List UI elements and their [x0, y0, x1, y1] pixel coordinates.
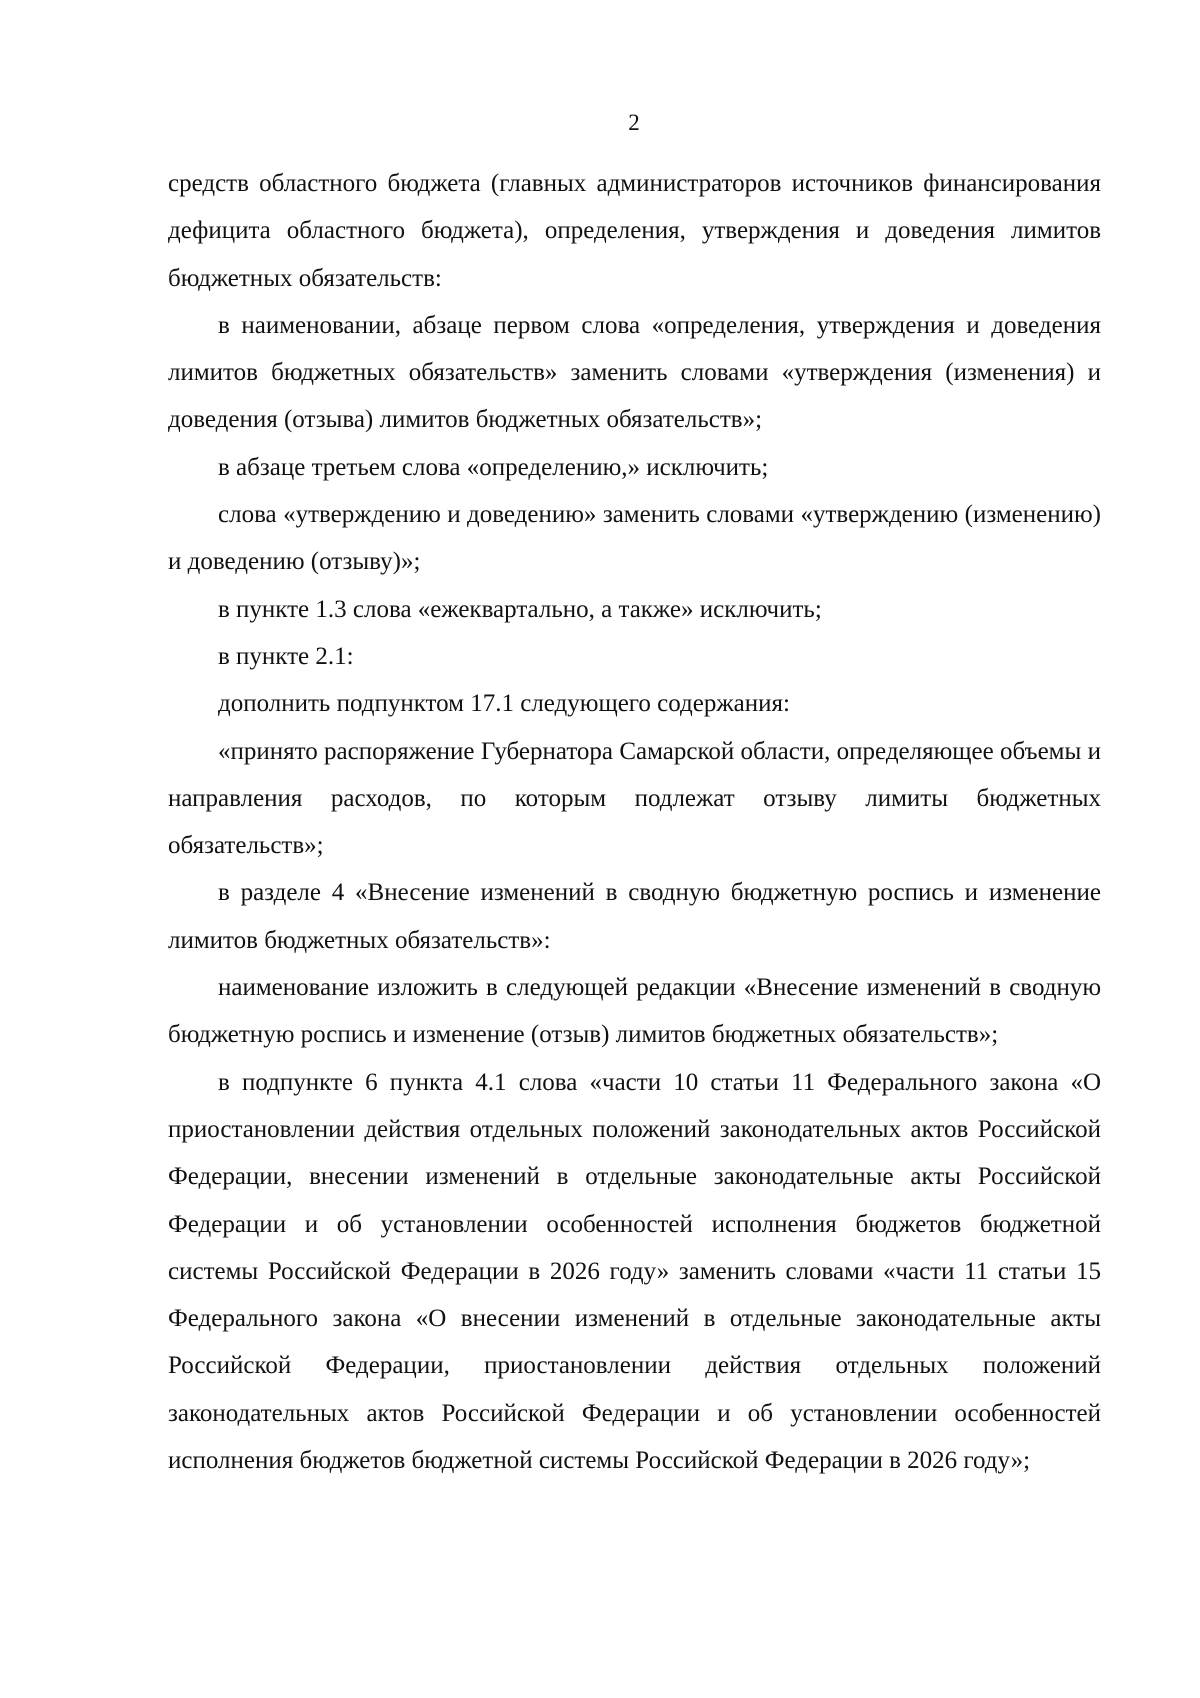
paragraph-point-1-3: в пункте 1.3 слова «ежеквартально, а также» исключить;: [218, 595, 822, 623]
paragraph-subpoint-6: в подпункте 6 пункта 4.1 слова «части 10 статьи 11 Федерального закона «О приостановлении действия отдельных положений законодательных актов Российской Федерации, внесении изменений в отдельные законодательные акты Российской Федерации и об установлении особенностей исполнения бюджетов бюджетной системы Российской Федерации в 2026 году» заменить словами «части 11 статьи 15 Федерального закона «О внесении изменений в отдельные законодательные акты Российской Федерации, приостановлении действия отдельных положений законодательных актов Российской Федерации и об установлении особенностей исполнения бюджетов бюджетной системы Российской Федерации в 2026 году»;: [168, 1068, 1101, 1475]
paragraph-new-title: наименование изложить в следующей редакции «Внесение изменений в сводную бюджетную роспись и изменение (отзыв) лимитов бюджетных обязательств»;: [168, 974, 1101, 1049]
paragraph-subpoint-17-1: дополнить подпунктом 17.1 следующего содержания:: [218, 690, 790, 718]
paragraph-point-2-1: в пункте 2.1:: [218, 642, 354, 670]
paragraph-words-replace: слова «утверждению и доведению» заменить словами «утверждению (изменению) и доведению (отзыву)»;: [168, 501, 1101, 576]
paragraph-continuation: средств областного бюджета (главных администраторов источников финансирования дефицита областного бюджета), определения, утверждения и доведения лимитов бюджетных обязательств:: [168, 170, 1101, 292]
document-body: [168, 160, 1101, 1484]
page-number: 2: [628, 110, 640, 135]
paragraph-quoted-text: «принято распоряжение Губернатора Самарской области, определяющее объемы и направления расходов, по которым подлежат отзыву лимиты бюджетных обязательств»;: [168, 737, 1101, 860]
paragraph-title-change: в наименовании, абзаце первом слова «определения, утверждения и доведения лимитов бюджетных обязательств» заменить словами «утверждения (изменения) и доведения (отзыва) лимитов бюджетных обязательств»;: [168, 311, 1101, 434]
paragraph-section-4: в разделе 4 «Внесение изменений в сводную бюджетную роспись и изменение лимитов бюджетных обязательств»:: [168, 879, 1101, 954]
paragraph-third-abzac: в абзаце третьем слова «определению,» исключить;: [218, 453, 769, 481]
